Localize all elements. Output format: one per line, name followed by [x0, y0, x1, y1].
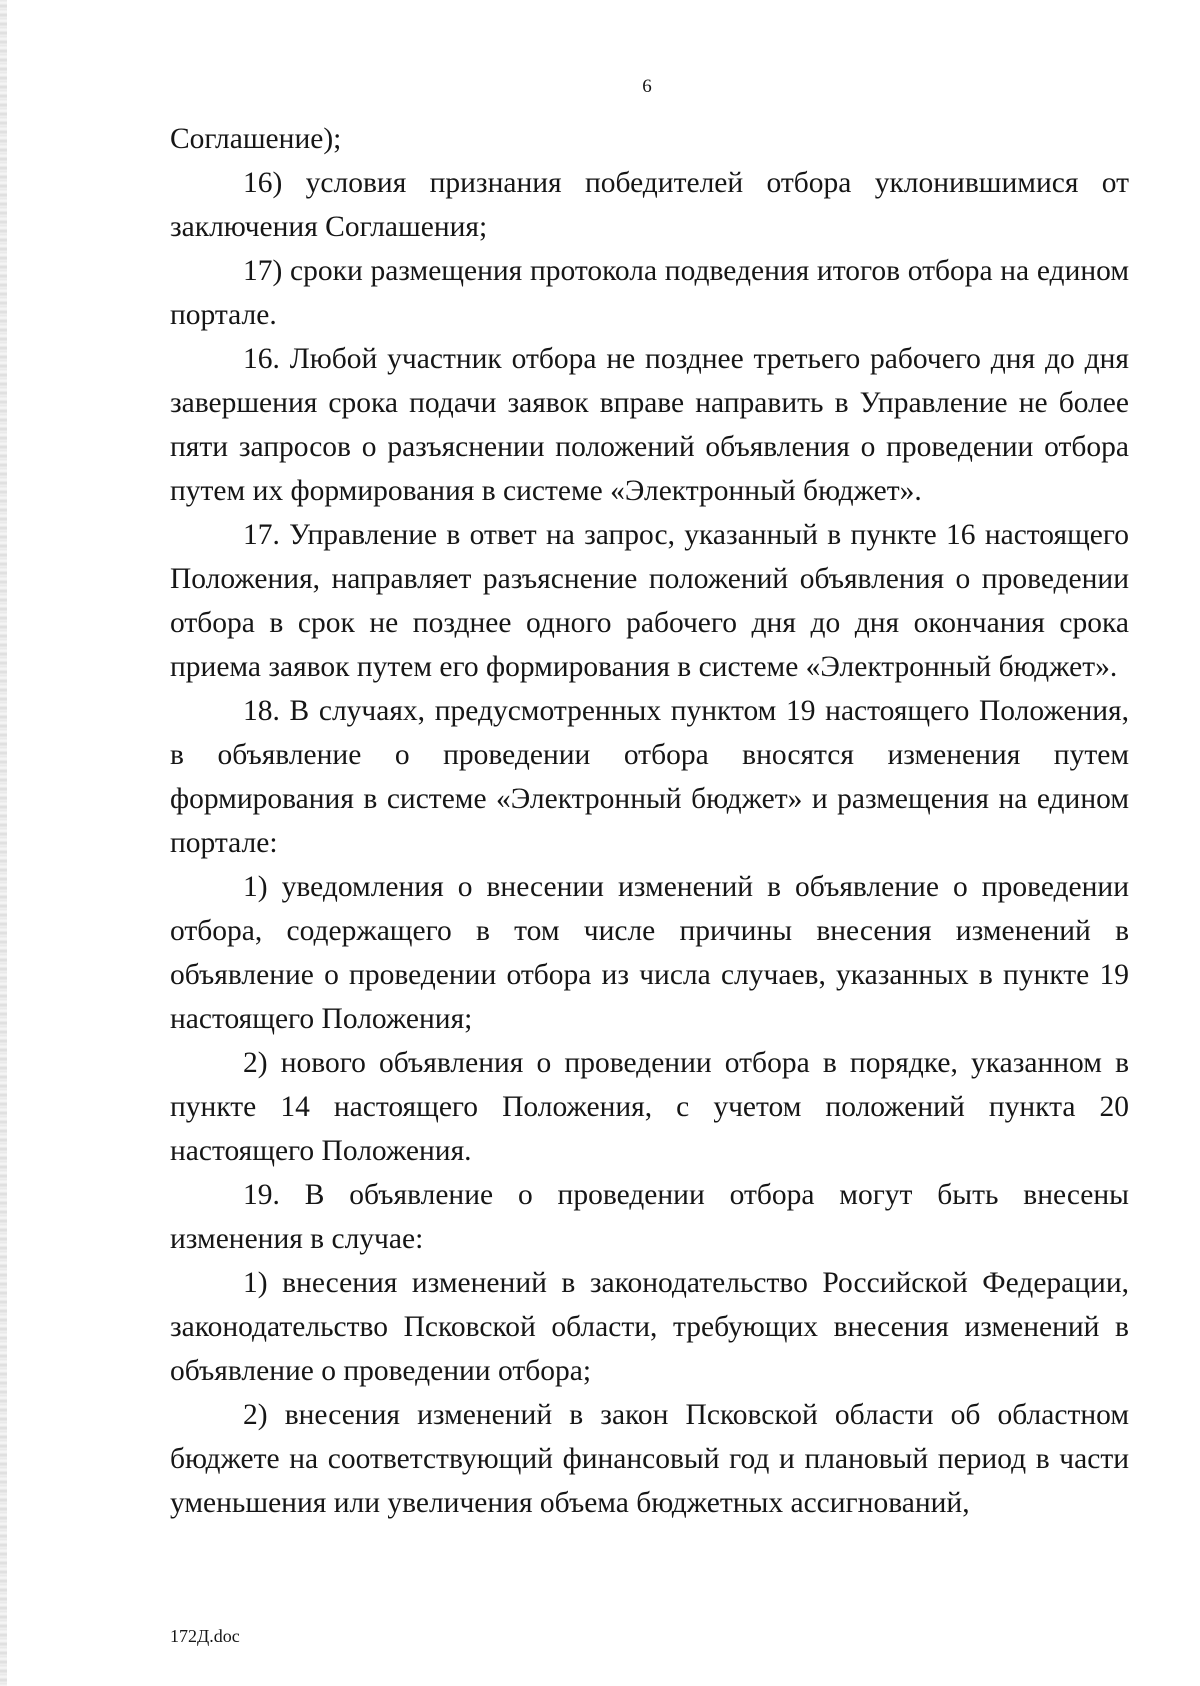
scan-edge [0, 0, 7, 1686]
list-item-16: 16) условия признания победителей отбора уклонившимися от заключения Соглашения; [170, 167, 1129, 243]
clause-18: 18. В случаях, предусмотренных пунктом 19 настоящего Положения, в объявление о проведении отбора вносятся изменения путем формирования в системе «Электронный бюджет» и размещения на едином портале: [170, 695, 1129, 859]
paragraph-continuation: Соглашение); [170, 123, 342, 155]
clause-19-item-1: 1) внесения изменений в законодательство Российской Федерации, законодательство Псковской области, требующих внесения изменений в объявление о проведении отбора; [170, 1267, 1129, 1387]
document-body [170, 117, 1129, 1525]
clause-19-item-2: 2) внесения изменений в закон Псковской области об областном бюджете на соответствующий финансовый год и плановый период в части уменьшения или увеличения объема бюджетных ассигнований, [170, 1399, 1129, 1519]
clause-19: 19. В объявление о проведении отбора могут быть внесены изменения в случае: [170, 1179, 1129, 1255]
clause-17: 17. Управление в ответ на запрос, указанный в пункте 16 настоящего Положения, направляет разъяснение положений объявления о проведении отбора в срок не позднее одного рабочего дня до дня окончания срока приема заявок путем его формирования в системе «Электронный бюджет». [170, 519, 1129, 683]
clause-18-item-2: 2) нового объявления о проведении отбора в порядке, указанном в пункте 14 настоящего Положения, с учетом положений пункта 20 настоящего Положения. [170, 1047, 1129, 1167]
list-item-17: 17) сроки размещения протокола подведения итогов отбора на едином портале. [170, 255, 1129, 331]
clause-16: 16. Любой участник отбора не позднее третьего рабочего дня до дня завершения срока подачи заявок вправе направить в Управление не более пяти запросов о разъяснении положений объявления о проведении отбора путем их формирования в системе «Электронный бюджет». [170, 343, 1129, 507]
clause-18-item-1: 1) уведомления о внесении изменений в объявление о проведении отбора, содержащего в том числе причины внесения изменений в объявление о проведении отбора из числа случаев, указанных в пункте 19 настоящего Положения; [170, 871, 1129, 1035]
page-number: 6 [642, 76, 652, 97]
footer-filename: 172Д.doc [170, 1626, 240, 1646]
